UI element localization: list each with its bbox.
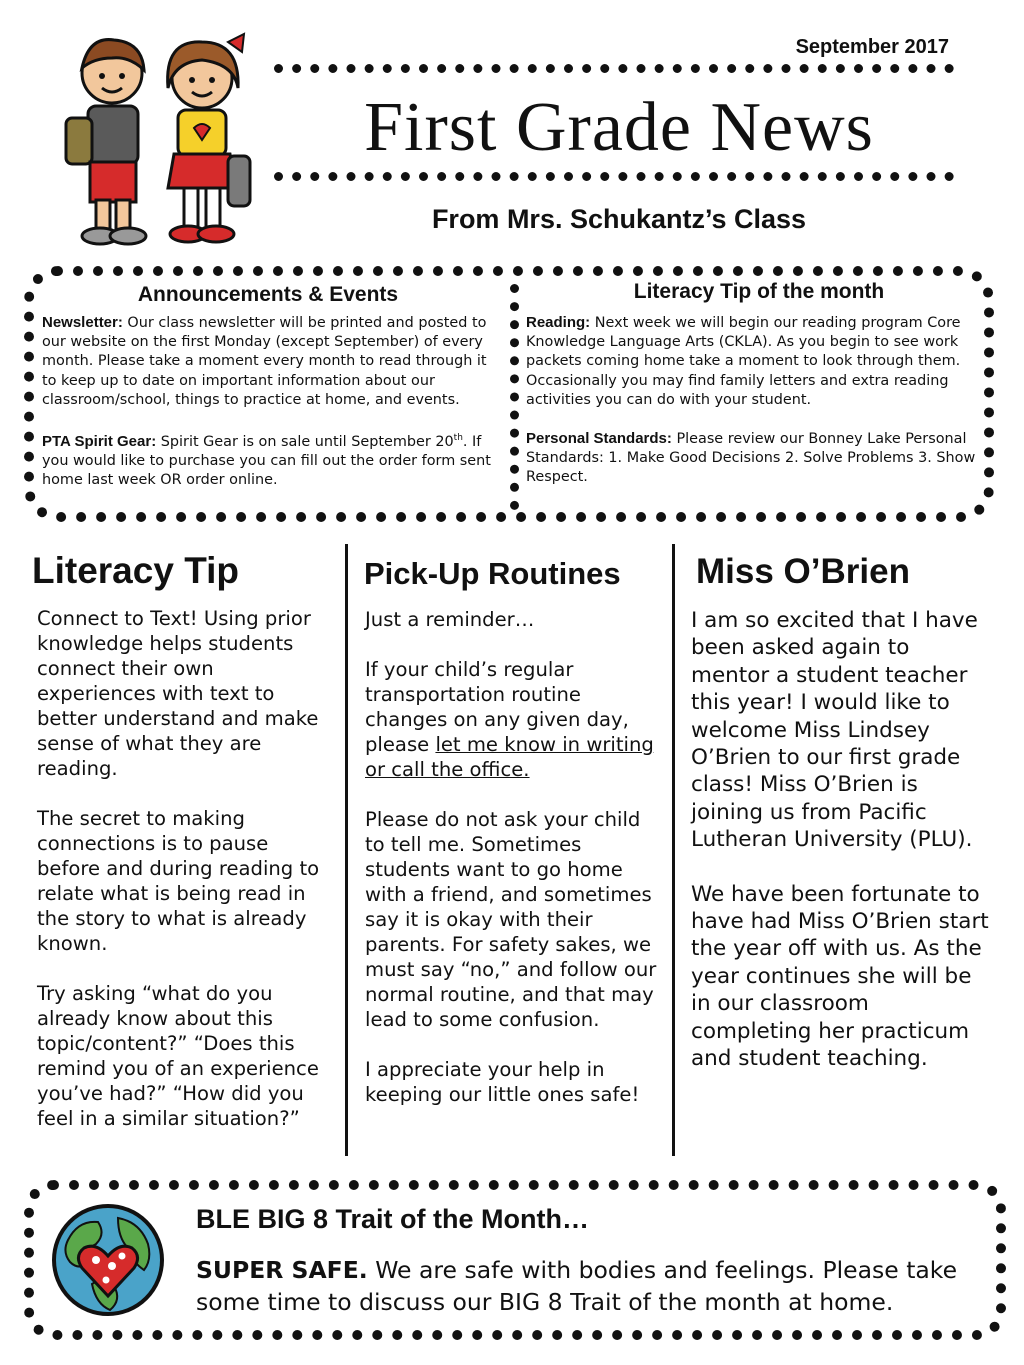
pta-label: PTA Spirit Gear: (42, 432, 157, 450)
newsletter-date: September 2017 (795, 36, 949, 58)
pickup-p4: I appreciate your help in keeping our little ones safe! (365, 1058, 640, 1106)
pickup-p2-text: If your child’s regular transportation routine changes on any given day, please (365, 658, 629, 756)
newsletter-paragraph (42, 313, 502, 410)
newsletter-text: Our class newsletter will be printed and posted to our website on the first Monday (except September) of every month. Please take a moment every month to read through it to keep up to date on important information about our classroom/school, things to practice at home, and events. (42, 315, 487, 408)
standards-text: Please review our Bonney Lake Personal Standards: 1. Make Good Decisions 2. Solve Problems 3. Show Respect. (526, 431, 976, 486)
obrien-p1: I am so excited that I have been asked again to mentor a student teacher this year! I would like to welcome Miss Lindsey O’Brien to our first grade class! Miss O’Brien is joining us from Pacific Lutheran University (PLU). (691, 608, 978, 853)
literacy-tip-p2: The secret to making connections is to pause before and during reading to relate what is being read in the story to what is already known. (37, 807, 320, 955)
pickup-p1: Just a reminder… (365, 608, 535, 631)
literacy-tip-heading: Literacy Tip (32, 550, 240, 591)
page-subtitle: From Mrs. Schukantz’s Class (431, 204, 807, 234)
trait-text (196, 1254, 986, 1318)
trait-description: We are safe with bodies and feelings. Please take some time to discuss our BIG 8 Trait of the month at home. (196, 1256, 958, 1316)
pta-text: Spirit Gear is on sale until September 20 (156, 433, 454, 450)
announcements-body (42, 313, 502, 509)
reading-text: Next week we will begin our reading program Core Knowledge Language Arts (CKLA). As you begin to see work packets coming home take a moment to look through them. Occasionally you may find family letters and extra reading activities you can do with your student. (526, 315, 961, 408)
pta-text-after: . If you would like to purchase you can fill out the order form sent home last week OR order online. (42, 433, 491, 489)
pta-sup: th (453, 433, 463, 444)
reading-label: Reading: (526, 314, 591, 331)
globe-heart-icon (48, 1200, 168, 1320)
literacy-tip-p3: Try asking “what do you already know about this topic/content?” “Does this remind you of an experience you’ve had?” “How did you feel in a similar situation?” (37, 982, 319, 1130)
title-top-dotted-rule (274, 64, 954, 83)
standards-paragraph (526, 429, 982, 488)
standards-label: Personal Standards: (526, 430, 672, 448)
literacy-tip-body (37, 606, 337, 1156)
obrien-body (691, 607, 989, 1100)
pta-paragraph (42, 429, 502, 490)
literacy-month-heading: Literacy Tip of the month (633, 280, 885, 303)
column-divider-1 (345, 544, 348, 1156)
newsletter-label: Newsletter: (42, 314, 123, 331)
pickup-p2 (365, 657, 663, 782)
literacy-tip-p1: Connect to Text! Using prior knowledge helps students connect their own experiences with text to better understand and make sense of what they are reading. (37, 607, 319, 780)
column-divider-2 (672, 544, 675, 1156)
announcements-divider (510, 284, 519, 510)
page-title: First Grade News (364, 89, 874, 166)
trait-heading: BLE BIG 8 Trait of the Month… (196, 1204, 589, 1234)
pickup-p3: Please do not ask your child to tell me. Sometimes students want to go home with a friend, and sometimes say it is okay with their parents. For safety sakes, we must say “no,” and follow our normal routine, and that may lead to some confusion. (365, 808, 657, 1031)
pickup-p2-underlined: let me know in writing or call the office. (365, 733, 654, 781)
obrien-p2: We have been fortunate to have had Miss O’Brien start the year off with us. As the year continues she will be in our classroom completing her practicum and student teaching. (691, 881, 989, 1072)
pickup-heading: Pick-Up Routines (364, 556, 621, 591)
pickup-body (365, 607, 663, 1132)
trait-label: SUPER SAFE. (196, 1256, 368, 1284)
literacy-month-body (526, 313, 982, 507)
reading-paragraph (526, 313, 982, 410)
title-bottom-dotted-rule (274, 172, 954, 191)
obrien-heading: Miss O’Brien (696, 552, 910, 591)
announcements-heading: Announcements & Events (137, 283, 399, 306)
kids-clipart-icon (44, 28, 264, 253)
